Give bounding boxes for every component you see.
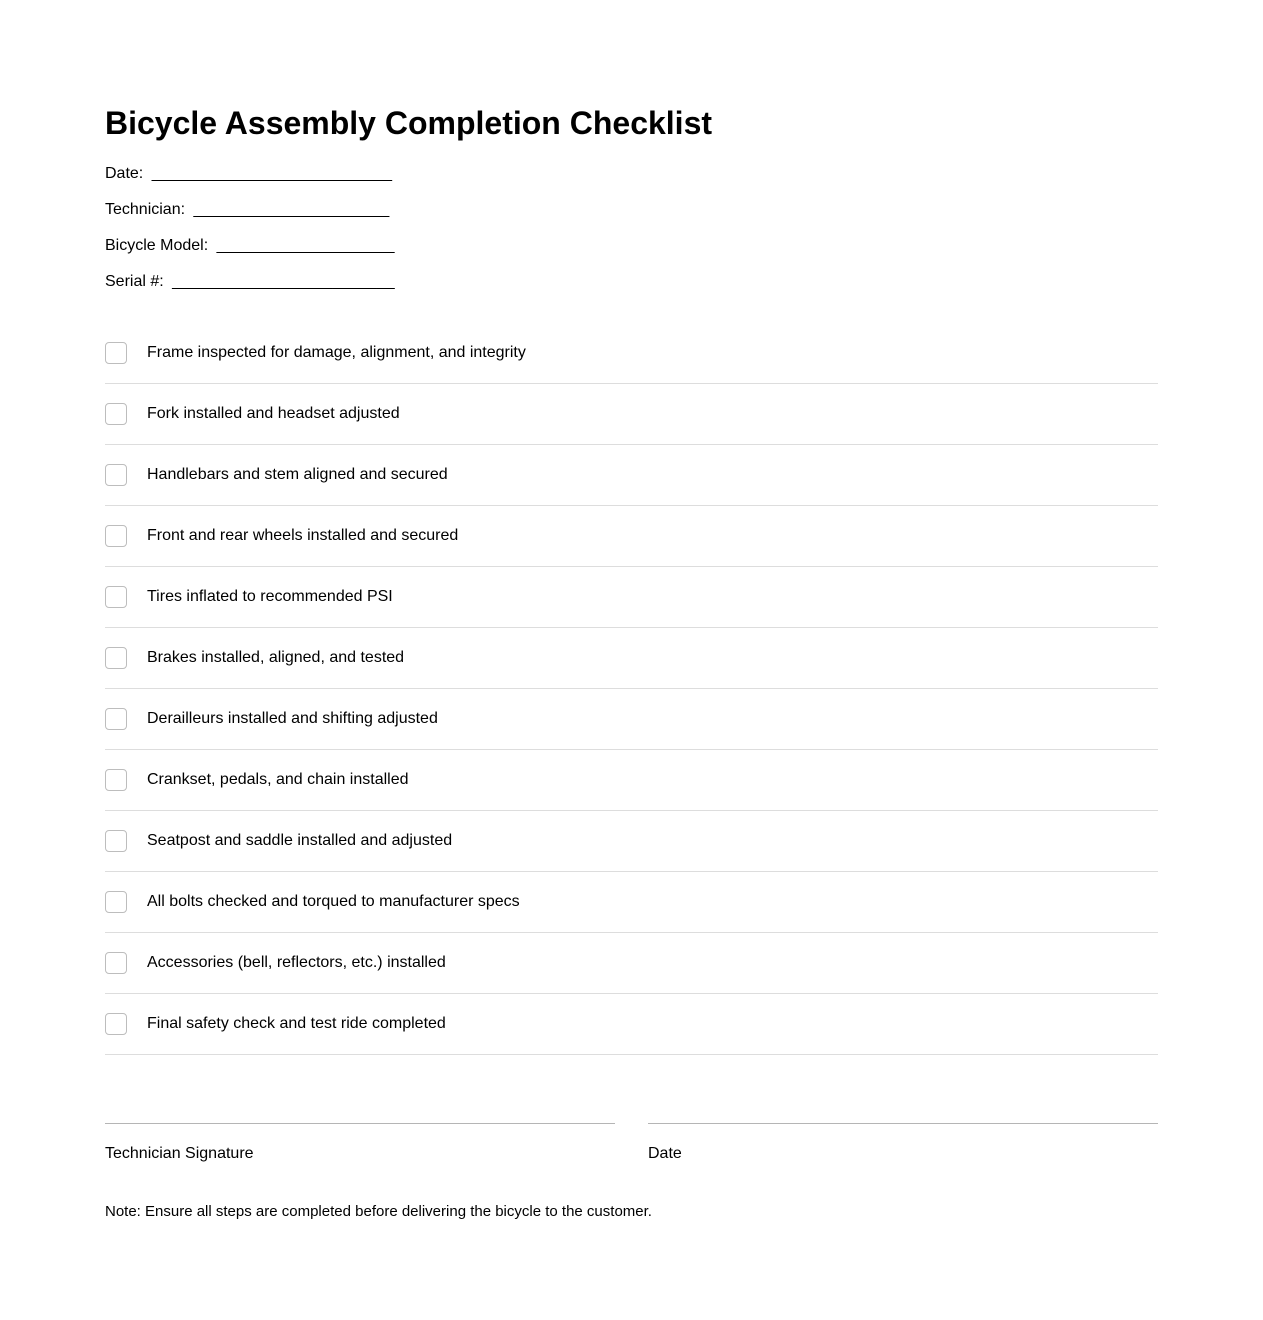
checklist-item-label: Accessories (bell, reflectors, etc.) installed: [147, 954, 446, 971]
bicycle-model-field[interactable]: [105, 235, 395, 271]
checkbox-icon[interactable]: [105, 342, 127, 364]
checklist-item-handlebars: [105, 445, 1158, 506]
checkbox-icon[interactable]: [105, 647, 127, 669]
technician-signature-label: Technician Signature: [105, 1145, 254, 1162]
checklist-item-wheels: [105, 506, 1158, 567]
checklist-item-fork: [105, 384, 1158, 445]
checklist-item-label: Seatpost and saddle installed and adjusted: [147, 832, 453, 849]
checklist-item-tires: [105, 567, 1158, 628]
checkbox-icon[interactable]: [105, 1013, 127, 1035]
checklist-item-derailleurs: [105, 689, 1158, 750]
signature-date-line[interactable]: [648, 1123, 1158, 1124]
checklist-item-brakes: [105, 628, 1158, 689]
date-field-blank[interactable]: ___________________________: [151, 165, 392, 182]
checklist-item-label: Frame inspected for damage, alignment, and integrity: [147, 344, 526, 361]
checklist-item-label: Brakes installed, aligned, and tested: [147, 649, 405, 666]
footer-note: Note: Ensure all steps are completed before delivering the bicycle to the customer.: [105, 1203, 652, 1220]
technician-field-blank[interactable]: ______________________: [193, 201, 390, 218]
checkbox-icon[interactable]: [105, 708, 127, 730]
technician-field-label: Technician:: [105, 201, 186, 218]
checklist-item-accessories: [105, 933, 1158, 994]
checklist-item-bolts: [105, 872, 1158, 933]
checkbox-icon[interactable]: [105, 830, 127, 852]
checkbox-icon[interactable]: [105, 769, 127, 791]
checklist-item-label: Tires inflated to recommended PSI: [147, 588, 393, 605]
checklist-item-crankset: [105, 750, 1158, 811]
checklist-item-label: Crankset, pedals, and chain installed: [147, 771, 409, 788]
serial-number-field-blank[interactable]: _________________________: [172, 273, 395, 290]
checklist-item-label: All bolts checked and torqued to manufacturer specs: [147, 893, 520, 910]
checklist-item-label: Front and rear wheels installed and secured: [147, 527, 459, 544]
page-title: Bicycle Assembly Completion Checklist: [105, 105, 713, 141]
signature-date-label: Date: [648, 1145, 682, 1162]
checklist-item-final-safety: [105, 994, 1158, 1055]
signature-date-block: [648, 1123, 1158, 1164]
assembly-checklist: [105, 323, 1158, 1055]
date-field-label: Date:: [105, 165, 144, 182]
checklist-item-label: Final safety check and test ride completed: [147, 1015, 446, 1032]
technician-signature-line[interactable]: [105, 1123, 615, 1124]
bicycle-model-field-label: Bicycle Model:: [105, 237, 209, 254]
checklist-item-label: Fork installed and headset adjusted: [147, 405, 400, 422]
checkbox-icon[interactable]: [105, 586, 127, 608]
checklist-item-label: Derailleurs installed and shifting adjusted: [147, 710, 438, 727]
checklist-item-label: Handlebars and stem aligned and secured: [147, 466, 448, 483]
checkbox-icon[interactable]: [105, 891, 127, 913]
checkbox-icon[interactable]: [105, 525, 127, 547]
header-fields: [105, 163, 395, 307]
checklist-item-seatpost: [105, 811, 1158, 872]
checkbox-icon[interactable]: [105, 952, 127, 974]
serial-number-field-label: Serial #:: [105, 273, 164, 290]
checklist-item-frame: [105, 323, 1158, 384]
technician-signature-block: [105, 1123, 615, 1164]
checkbox-icon[interactable]: [105, 464, 127, 486]
bicycle-model-field-blank[interactable]: ____________________: [216, 237, 395, 254]
technician-field[interactable]: [105, 199, 395, 235]
date-field[interactable]: [105, 163, 395, 199]
checkbox-icon[interactable]: [105, 403, 127, 425]
signature-section: [105, 1123, 1158, 1164]
serial-number-field[interactable]: [105, 271, 395, 307]
